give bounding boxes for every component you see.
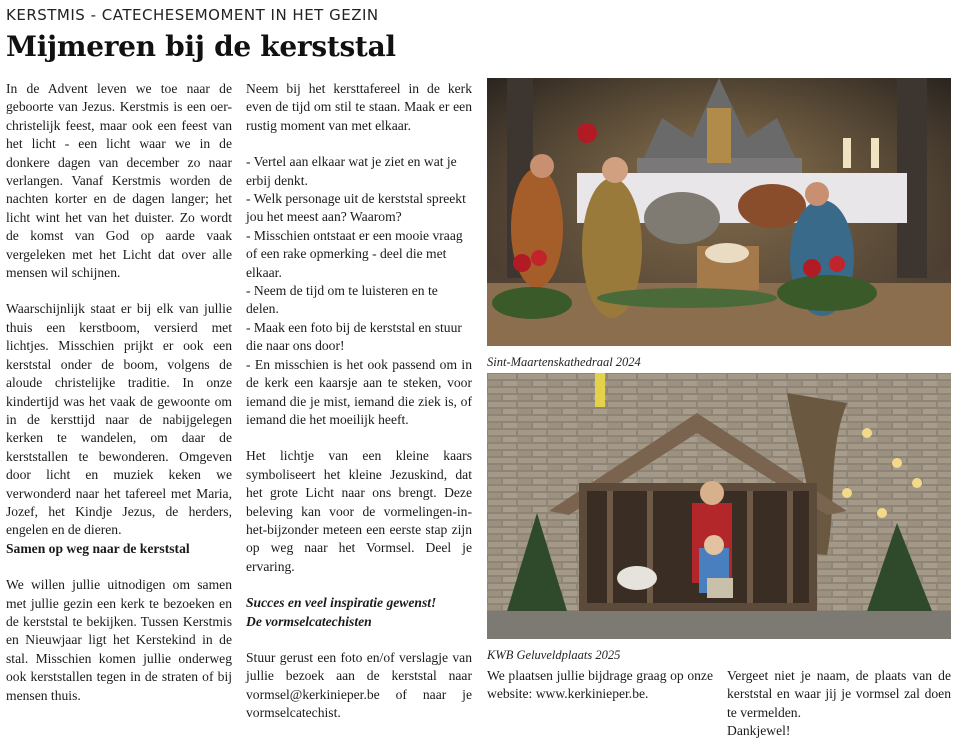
invitation-paragraph: We willen jullie uitnodigen om samen met jullie gezin een kerk te bezoeken en de kerststal te bekijken. Tussen Kerstmis en Nieuwjaar ligt het Kerstekind in de stal. Misschien komen jullie onderweg ook kerststallen tegen in de straten of bij mensen thuis.	[6, 577, 232, 703]
cathedral-nativity-photo	[487, 78, 951, 346]
reminder-paragraph: Vergeet niet je naam, de plaats van de kerststal en waar jij je vormsel zal doen te vermelden.	[727, 668, 951, 720]
article-column-1	[6, 80, 232, 705]
article-column-2	[246, 80, 472, 723]
signoff-wish: Succes en veel inspiratie gewenst!	[246, 595, 437, 611]
list-item: - Vertel aan elkaar wat je ziet en wat je erbij denkt.	[246, 154, 457, 188]
section-kicker: KERSTMIS - CATECHESEMOMENT IN HET GEZIN	[6, 6, 379, 24]
christmas-tree-paragraph: Waarschijnlijk staat er bij elk van jullie thuis een kerstboom, versierd met lichtjes. Misschien prijkt er ook een kerststal onder de boom, volgens de aloude christelijke traditie. In onze kindertijd was het vaak de gewoonte om in de kersttijd naar de nabijgelegen kerken te wandelen, om daar de kerststallen te bewonderen. Omgeven door licht en muziek keken we verwonderd naar het tafereel met Maria, Jozef, het Kindje Jezus, de herders, engelen en de dieren.	[6, 301, 232, 538]
signoff-author: De vormselcatechisten	[246, 613, 372, 629]
outdoor-stable-photo	[487, 373, 951, 639]
pause-paragraph: Neem bij het kersttafereel in de kerk even de tijd om stil te staan. Maak er een rustig moment van met elkaar.	[246, 81, 472, 133]
signoff	[246, 594, 472, 631]
activity-list	[246, 153, 472, 429]
intro-paragraph: In de Advent leven we toe naar de geboorte van Jezus. Kerstmis is een oer-christelijk feest, maar ook een feest van het licht - een licht waar we in de donkere dagen van december zo naar verlangen. Vanaf Kerstmis worden de nachten korter en de dagen langer; het licht wint het van het duister. Zo wordt de komst van God op aarde vaak vergeleken met het Licht dat over alle mensen wil schijnen.	[6, 81, 232, 281]
list-item: - Maak een foto bij de kerststal en stuur die naar ons door!	[246, 319, 462, 354]
website-note	[487, 667, 713, 704]
section-subheading: Samen op weg naar de kerststal	[6, 540, 190, 556]
send-photo-paragraph: Stuur gerust een foto en/of verslagje van jullie bezoek aan de kerststal naar vormsel@kerkinieper.be of naar je vormselcatechist.	[246, 649, 472, 721]
website-paragraph: We plaatsen jullie bijdrage graag op onze website: www.kerkinieper.be.	[487, 668, 713, 702]
reminder-note	[727, 667, 951, 741]
list-item: - En misschien is het ook passend om in de kerk een kaarsje aan te steken, voor iemand die je mist, iemand die ziek is, of iemand die het moeilijk heeft.	[246, 356, 472, 427]
thanks-line: Dankjewel!	[727, 723, 791, 739]
list-item: - Misschien ontstaat er een mooie vraag of een rake opmerking - deel die met elkaar.	[246, 227, 463, 280]
candle-paragraph: Het lichtje van een kleine kaars symboliseert het kleine Jezuskind, dat het grote Licht naar ons brengt. Deze beleving kan voor de vormelingen-in-het-bijzonder meteen een eerste stap zijn op weg naar het Vormsel. Deel je ervaring.	[246, 448, 472, 574]
caption-outdoor-stable: KWB Geluveldplaats 2025	[487, 648, 621, 662]
list-item: - Neem de tijd om te luisteren en te delen.	[246, 283, 438, 317]
list-item: - Welk personage uit de kerststal spreekt jou het meest aan? Waarom?	[246, 191, 466, 225]
article-headline: Mijmeren bij de kerststal	[6, 30, 396, 63]
caption-cathedral: Sint-Maartenskathedraal 2024	[487, 355, 641, 369]
